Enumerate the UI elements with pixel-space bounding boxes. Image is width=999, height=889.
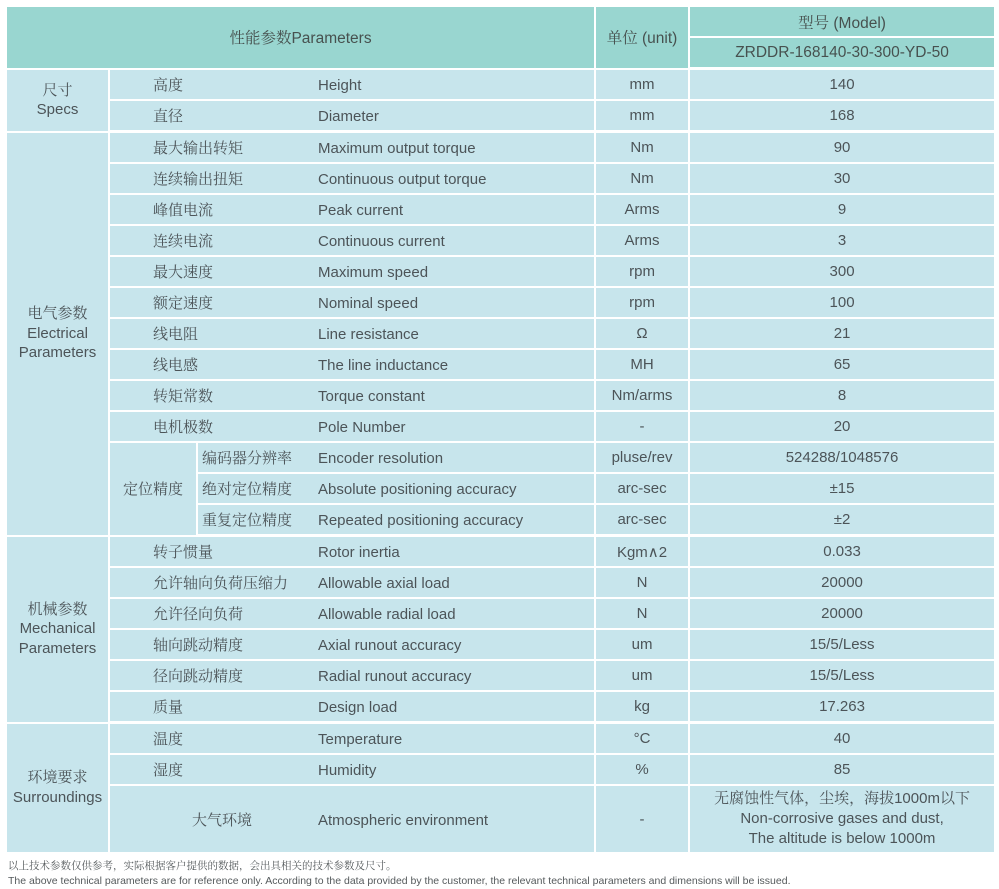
value-cell: 20000 [689,598,995,629]
value-cell: 85 [689,754,995,785]
section-surroundings [6,723,109,854]
param-label-cell [197,442,595,473]
value-cell: 9 [689,194,995,225]
param-label-cell [109,69,595,101]
param-label-cell [109,660,595,691]
unit-cell: um [595,660,689,691]
param-label-en: Peak current [318,202,404,219]
parameters-header: 性能参数Parameters [6,6,595,69]
value-cell: 8 [689,380,995,411]
table-row [6,567,995,598]
table-row [6,598,995,629]
value-cell: 90 [689,132,995,164]
param-label-zh: 轴向跳动精度 [153,637,244,654]
table-row [6,349,995,380]
section-label-en: Electrical Parameters [18,324,97,362]
value-cell: 20000 [689,567,995,598]
param-label-zh: 连续输出扭矩 [153,171,244,188]
section-mechanical [6,536,109,723]
param-label-zh: 温度 [153,731,184,748]
table-row [6,691,995,723]
value-cell [689,785,995,853]
param-label-cell [109,536,595,568]
unit-cell: arc-sec [595,473,689,504]
unit-cell: Kgm∧2 [595,536,689,568]
table-row [6,194,995,225]
value-cell: 15/5/Less [689,629,995,660]
unit-cell: N [595,598,689,629]
table-row [6,536,995,568]
unit-cell: Ω [595,318,689,349]
param-label-cell [109,598,595,629]
unit-cell: rpm [595,256,689,287]
value-cell: 17.263 [689,691,995,723]
param-label-zh: 径向跳动精度 [153,668,244,685]
param-label-en: Diameter [318,108,379,125]
param-label-en: Repeated positioning accuracy [318,512,524,529]
value-cell: 524288/1048576 [689,442,995,473]
param-label-en: Line resistance [318,326,419,343]
param-label-zh: 允许轴向负荷压缩力 [153,575,289,592]
param-label-en: Maximum output torque [318,140,476,157]
param-label-zh: 高度 [153,76,184,94]
value-cell: 40 [689,723,995,755]
section-label-en: Specs [36,101,79,118]
model-value: ZRDDR-168140-30-300-YD-50 [689,37,995,69]
unit-cell: rpm [595,287,689,318]
table-row [6,442,995,473]
param-label-zh: 湿度 [153,762,184,779]
param-label-zh: 直径 [153,108,184,125]
unit-cell: Nm/arms [595,380,689,411]
unit-cell: °C [595,723,689,755]
param-label-cell [109,567,595,598]
value-cell: 65 [689,349,995,380]
table-row [6,754,995,785]
unit-header: 单位 (unit) [595,6,689,69]
table-row [6,225,995,256]
param-label-zh: 转子惯量 [153,544,214,561]
param-label-zh: 最大速度 [153,264,214,281]
unit-cell: - [595,785,689,853]
param-label-zh: 重复定位精度 [202,512,293,529]
param-label-zh: 绝对定位精度 [202,481,293,498]
value-cell: 168 [689,100,995,132]
unit-cell: mm [595,69,689,101]
unit-cell: % [595,754,689,785]
value-cell: 15/5/Less [689,660,995,691]
value-cell: 100 [689,287,995,318]
param-label-en: Nominal speed [318,295,419,312]
section-label-en: Surroundings [12,788,103,806]
table-row [6,287,995,318]
param-label-en: Allowable radial load [318,606,456,623]
param-label-zh: 允许径向负荷 [153,606,244,623]
param-label-en: The line inductance [318,357,449,374]
section-label-zh: 电气参数 [27,305,88,323]
param-label-cell [109,723,595,755]
param-label-cell [109,318,595,349]
param-label-en: Temperature [318,731,403,748]
unit-cell: N [595,567,689,598]
table-row [6,411,995,442]
param-label-en: Pole Number [318,419,406,436]
table-row [6,163,995,194]
value-cell: 21 [689,318,995,349]
param-label-cell [109,785,595,853]
param-label-en: Torque constant [318,388,425,405]
param-label-en: Axial runout accuracy [318,637,462,654]
value-cell: ±15 [689,473,995,504]
unit-cell: arc-sec [595,504,689,536]
param-label-en: Rotor inertia [318,544,400,561]
table-row [6,629,995,660]
param-label-en: Continuous output torque [318,171,487,188]
unit-cell: Nm [595,132,689,164]
unit-cell: Arms [595,225,689,256]
atmospheric-value-zh: 无腐蚀性气体，尘埃，海拔1000m以下 [714,790,970,808]
table-row [6,100,995,132]
param-label-en: Design load [318,699,398,716]
section-label-en: Mechanical Parameters [18,620,97,657]
param-label-zh: 质量 [153,699,184,716]
param-label-en: Allowable axial load [318,575,450,592]
table-row [6,256,995,287]
param-label-cell [109,629,595,660]
atmospheric-value-en-line2: The altitude is below 1000m [748,829,936,847]
param-label-zh: 额定速度 [153,295,214,312]
value-cell: 0.033 [689,536,995,568]
table-row [6,318,995,349]
value-cell: 3 [689,225,995,256]
param-label-zh: 线电阻 [153,326,199,343]
param-label-en: Height [318,76,362,94]
param-label-cell [109,100,595,132]
section-electrical [6,132,109,536]
param-label-en: Absolute positioning accuracy [318,481,517,498]
unit-cell: mm [595,100,689,132]
param-label-cell [109,225,595,256]
param-label-cell [109,132,595,164]
param-label-en: Atmospheric environment [318,811,489,829]
table-row [6,660,995,691]
table-row [6,723,995,755]
section-label-zh: 环境要求 [27,769,88,787]
footnote-en: The above technical parameters are for reference only. According to the data provided by the customer, the relevant technical parameters and dimensions will be issued. [8,875,791,888]
param-label-en: Radial runout accuracy [318,668,472,685]
param-label-zh: 转矩常数 [153,388,214,405]
spec-table [5,5,996,854]
unit-cell: Arms [595,194,689,225]
param-label-zh: 编码器分辨率 [202,450,293,467]
table-row [6,785,995,853]
param-label-zh: 最大输出转矩 [153,140,244,157]
param-label-cell [109,194,595,225]
section-label-zh: 尺寸 [42,81,73,99]
unit-cell: MH [595,349,689,380]
model-header: 型号 (Model) [689,6,995,37]
param-label-cell [109,349,595,380]
param-label-cell [109,380,595,411]
unit-cell: pluse/rev [595,442,689,473]
param-label-zh: 连续电流 [153,233,214,250]
param-label-cell [109,411,595,442]
footnotes [5,854,994,889]
value-cell: 140 [689,69,995,101]
param-label-en: Humidity [318,762,377,779]
unit-cell: kg [595,691,689,723]
param-label-en: Maximum speed [318,264,429,281]
param-label-zh: 电机极数 [153,419,214,436]
param-label-en: Encoder resolution [318,450,444,467]
value-cell: 300 [689,256,995,287]
value-cell: 20 [689,411,995,442]
positioning-accuracy-cell: 定位精度 [109,442,197,536]
footnote-zh: 以上技术参数仅供参考，实际根据客户提供的数据，会出具相关的技术参数及尺寸。 [8,860,397,872]
param-label-en: Continuous current [318,233,445,250]
table-row [6,380,995,411]
param-label-zh: 大气环境 [192,811,253,829]
atmospheric-value-en-line1: Non-corrosive gases and dust, [740,810,944,828]
param-label-zh: 峰值电流 [153,202,214,219]
param-label-cell [197,473,595,504]
param-label-cell [109,256,595,287]
param-label-cell [109,754,595,785]
section-label-zh: 机械参数 [27,600,88,618]
unit-cell: - [595,411,689,442]
param-label-cell [197,504,595,536]
value-cell: 30 [689,163,995,194]
table-row [6,69,995,101]
param-label-cell [109,691,595,723]
param-label-zh: 线电感 [153,357,199,374]
section-specs [6,69,109,132]
table-row [6,132,995,164]
unit-cell: Nm [595,163,689,194]
param-label-cell [109,287,595,318]
header-row [6,6,995,37]
unit-cell: um [595,629,689,660]
value-cell: ±2 [689,504,995,536]
param-label-cell [109,163,595,194]
